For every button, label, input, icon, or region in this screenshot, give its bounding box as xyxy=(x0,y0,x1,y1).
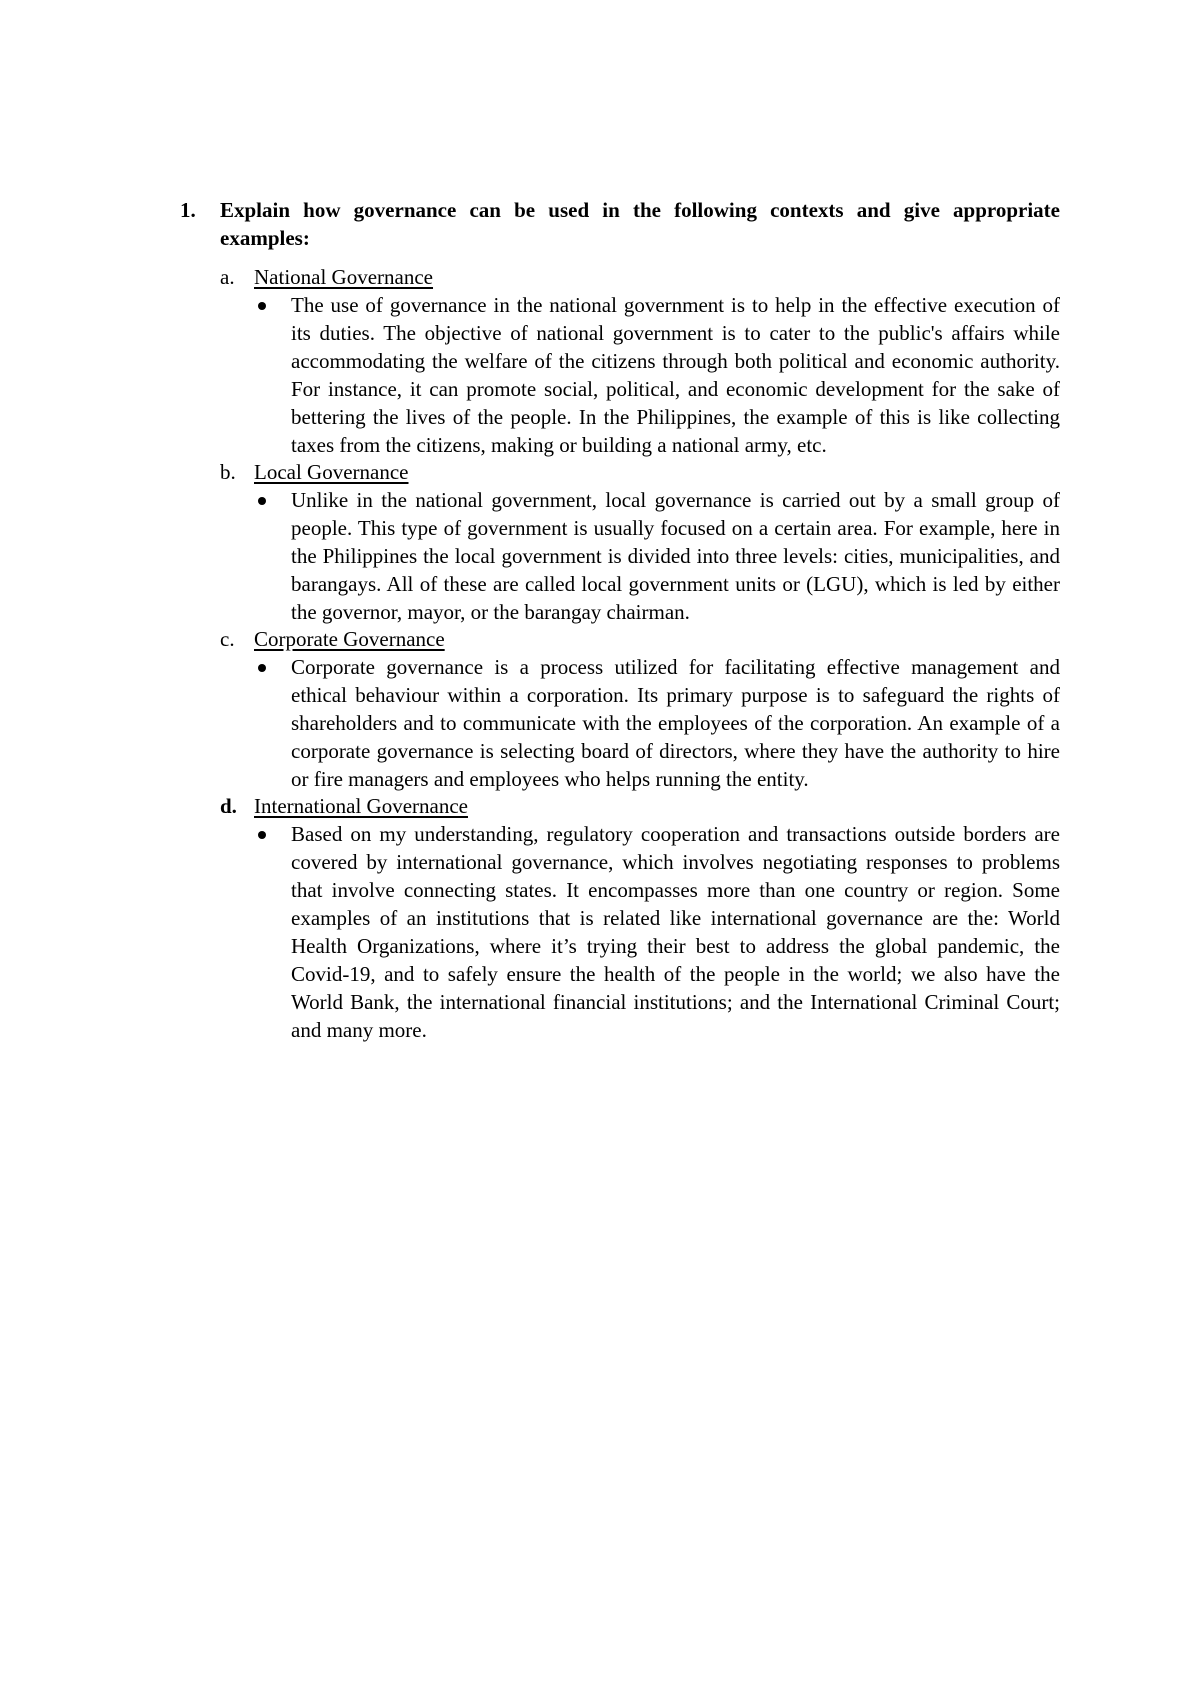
section-heading xyxy=(220,264,1060,291)
bullet-item xyxy=(254,820,1060,1044)
section-letter: a. xyxy=(220,265,235,289)
question-1 xyxy=(180,196,1060,1044)
section-letter: c. xyxy=(220,627,235,651)
answer-sections xyxy=(220,264,1060,1044)
bullet-icon xyxy=(258,497,266,505)
section-title: National Governance xyxy=(254,265,434,289)
section-corporate-governance xyxy=(220,626,1060,793)
bullet-icon xyxy=(258,302,266,310)
section-title: Local Governance xyxy=(254,460,409,484)
bullet-text: The use of governance in the national government is to help in the effective execution of its duties. The objective of national government is to cater to the public's affairs while accommodating the welfare of the citizens through both political and economic authority. For instance, it can promote social, political, and economic development for the sake of bettering the lives of the people. In the Philippines, the example of this is like collecting taxes from the citizens, making or building a national army, etc. xyxy=(291,293,1060,457)
section-title: International Governance xyxy=(254,794,468,818)
section-title: Corporate Governance xyxy=(254,627,445,651)
bullet-icon xyxy=(258,664,266,672)
question-number: 1. xyxy=(180,198,196,222)
section-letter: b. xyxy=(220,460,236,484)
section-national-governance xyxy=(220,264,1060,459)
bullet-icon xyxy=(258,831,266,839)
bullet-text: Based on my understanding, regulatory cooperation and transactions outside borders are covered by international governance, which involves negotiating responses to problems that involve connecting states. It encompasses more than one country or region. Some examples of an institutions that is related like international governance are the: World Health Organizations, where it’s trying their best to address the global pandemic, the Covid-19, and to safely ensure the health of the people in the world; we also have the World Bank, the international financial institutions; and the International Criminal Court; and many more. xyxy=(291,822,1060,1042)
section-heading xyxy=(220,459,1060,486)
section-letter: d. xyxy=(220,794,237,818)
section-heading xyxy=(220,626,1060,653)
bullet-text: Corporate governance is a process utilized for facilitating effective management and ethical behaviour within a corporation. Its primary purpose is to safeguard the rights of shareholders and to communicate with the employees of the corporation. An example of a corporate governance is selecting board of directors, where they have the authority to hire or fire managers and employees who helps running the entity. xyxy=(291,655,1060,791)
bullet-item xyxy=(254,653,1060,793)
section-local-governance xyxy=(220,459,1060,626)
section-heading xyxy=(220,793,1060,820)
bullet-item xyxy=(254,486,1060,626)
bullet-text: Unlike in the national government, local governance is carried out by a small group of people. This type of government is usually focused on a certain area. For example, here in the Philippines the local government is divided into three levels: cities, municipalities, and barangays. All of these are called local government units or (LGU), which is led by either the governor, mayor, or the barangay chairman. xyxy=(291,488,1060,624)
bullet-item xyxy=(254,291,1060,459)
question-text: Explain how governance can be used in the following contexts and give appropriate examples: xyxy=(220,198,1060,250)
section-international-governance xyxy=(220,793,1060,1044)
